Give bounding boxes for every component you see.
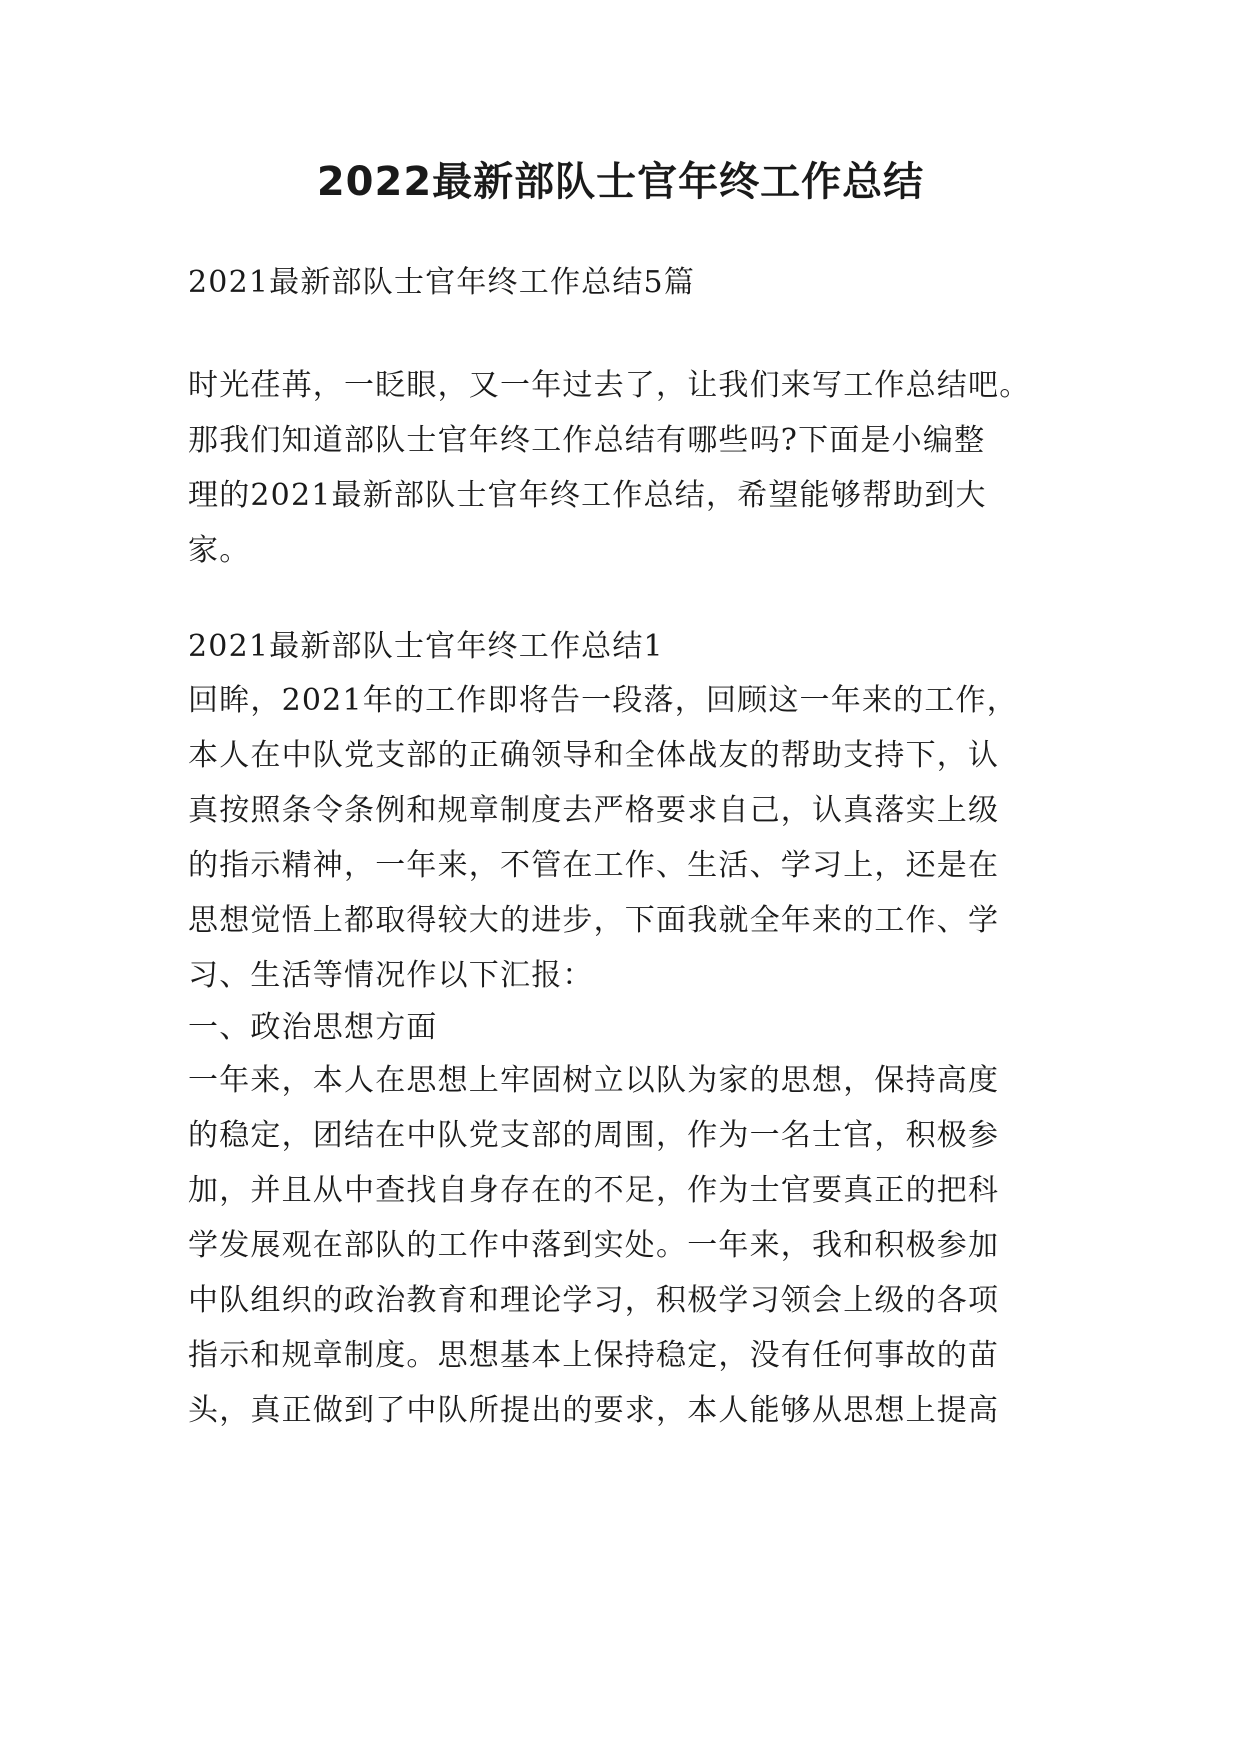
- body-line: 一年来，本人在思想上牢固树立以队为家的思想，保持高度: [188, 1063, 1000, 1098]
- body-line: 的稳定，团结在中队党支部的周围，作为一名士官，积极参: [188, 1118, 1000, 1153]
- subsection-heading: 一、政治思想方面: [188, 1010, 438, 1045]
- body-line: 中队组织的政治教育和理论学习，积极学习领会上级的各项: [188, 1283, 1000, 1318]
- body-line: 本人在中队党支部的正确领导和全体战友的帮助支持下，认: [188, 738, 1000, 773]
- body-line: 学发展观在部队的工作中落到实处。一年来，我和积极参加: [188, 1228, 1000, 1263]
- document-subtitle: 2021最新部队士官年终工作总结5篇: [188, 265, 696, 300]
- body-line: 思想觉悟上都取得较大的进步，下面我就全年来的工作、学: [188, 903, 1000, 938]
- intro-line: 那我们知道部队士官年终工作总结有哪些吗?下面是小编整: [188, 423, 986, 458]
- intro-line: 家。: [188, 533, 251, 568]
- body-line: 指示和规章制度。思想基本上保持稳定，没有任何事故的苗: [188, 1338, 1000, 1373]
- document-title: 2022最新部队士官年终工作总结: [316, 159, 925, 205]
- body-line: 回眸，2021年的工作即将告一段落，回顾这一年来的工作，: [188, 683, 1018, 718]
- body-line: 真按照条令条例和规章制度去严格要求自己，认真落实上级: [188, 793, 1000, 828]
- body-line: 习、生活等情况作以下汇报：: [188, 958, 594, 993]
- body-line: 头，真正做到了中队所提出的要求，本人能够从思想上提高: [188, 1393, 1000, 1428]
- intro-line: 时光荏苒，一眨眼，又一年过去了，让我们来写工作总结吧。: [188, 368, 1031, 403]
- body-line: 加，并且从中查找自身存在的不足，作为士官要真正的把科: [188, 1173, 1000, 1208]
- body-line: 的指示精神，一年来，不管在工作、生活、学习上，还是在: [188, 848, 1000, 883]
- intro-line: 理的2021最新部队士官年终工作总结，希望能够帮助到大: [188, 478, 987, 513]
- section-heading: 2021最新部队士官年终工作总结1: [188, 629, 664, 664]
